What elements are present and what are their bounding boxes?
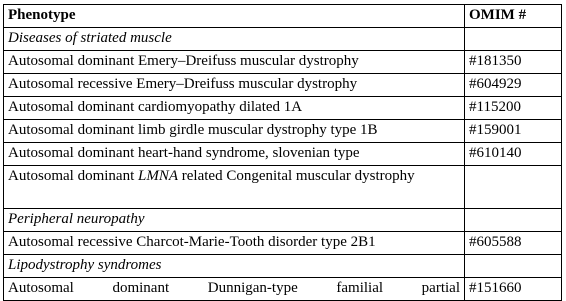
omim-cell: #605588: [465, 232, 562, 255]
section-row: [4, 28, 562, 51]
omim-cell: [465, 166, 562, 209]
omim-column-header: OMIM #: [465, 5, 562, 28]
section-row: [4, 255, 562, 278]
phenotype-cell: Autosomal recessive Charcot-Marie-Tooth disorder type 2B1: [4, 232, 465, 255]
table-row: [4, 143, 562, 166]
phenotype-cell: Autosomal dominant cardiomyopathy dilated 1A: [4, 97, 465, 120]
omim-cell: [465, 209, 562, 232]
omim-cell: [465, 255, 562, 278]
table-row: [4, 166, 562, 209]
gene-name-italic: LMNA: [138, 168, 179, 184]
omim-cell: #181350: [465, 51, 562, 74]
omim-cell: [465, 28, 562, 51]
omim-cell: #115200: [465, 97, 562, 120]
omim-cell: #604929: [465, 74, 562, 97]
section-title-peripheral-neuropathy: Peripheral neuropathy: [4, 209, 465, 232]
table-row: [4, 120, 562, 143]
omim-cell: #610140: [465, 143, 562, 166]
table-row: [4, 232, 562, 255]
section-title-lipodystrophy: Lipodystrophy syndromes: [4, 255, 465, 278]
table-header-row: [4, 5, 562, 28]
phenotype-text-pre: Autosomal dominant: [8, 168, 135, 184]
phenotype-omim-table: [3, 4, 562, 301]
phenotype-cell: Autosomal dominant Dunnigan-type familial partial: [4, 278, 465, 301]
omim-cell: #159001: [465, 120, 562, 143]
phenotype-text-post: related Congenital muscular dystrophy: [181, 168, 415, 184]
phenotype-cell: Autosomal dominant limb girdle muscular dystrophy type 1B: [4, 120, 465, 143]
table-row: [4, 97, 562, 120]
phenotype-cell: Autosomal dominant Emery–Dreifuss muscular dystrophy: [4, 51, 465, 74]
section-row: [4, 209, 562, 232]
section-title-striated-muscle: Diseases of striated muscle: [4, 28, 465, 51]
table-row: [4, 278, 562, 301]
phenotype-cell: Autosomal dominant heart-hand syndrome, slovenian type: [4, 143, 465, 166]
table-row: [4, 74, 562, 97]
omim-cell: #151660: [465, 278, 562, 301]
phenotype-cell: Autosomal recessive Emery–Dreifuss muscular dystrophy: [4, 74, 465, 97]
table-row: [4, 51, 562, 74]
phenotype-column-header: Phenotype: [4, 5, 465, 28]
phenotype-cell: [4, 166, 465, 209]
